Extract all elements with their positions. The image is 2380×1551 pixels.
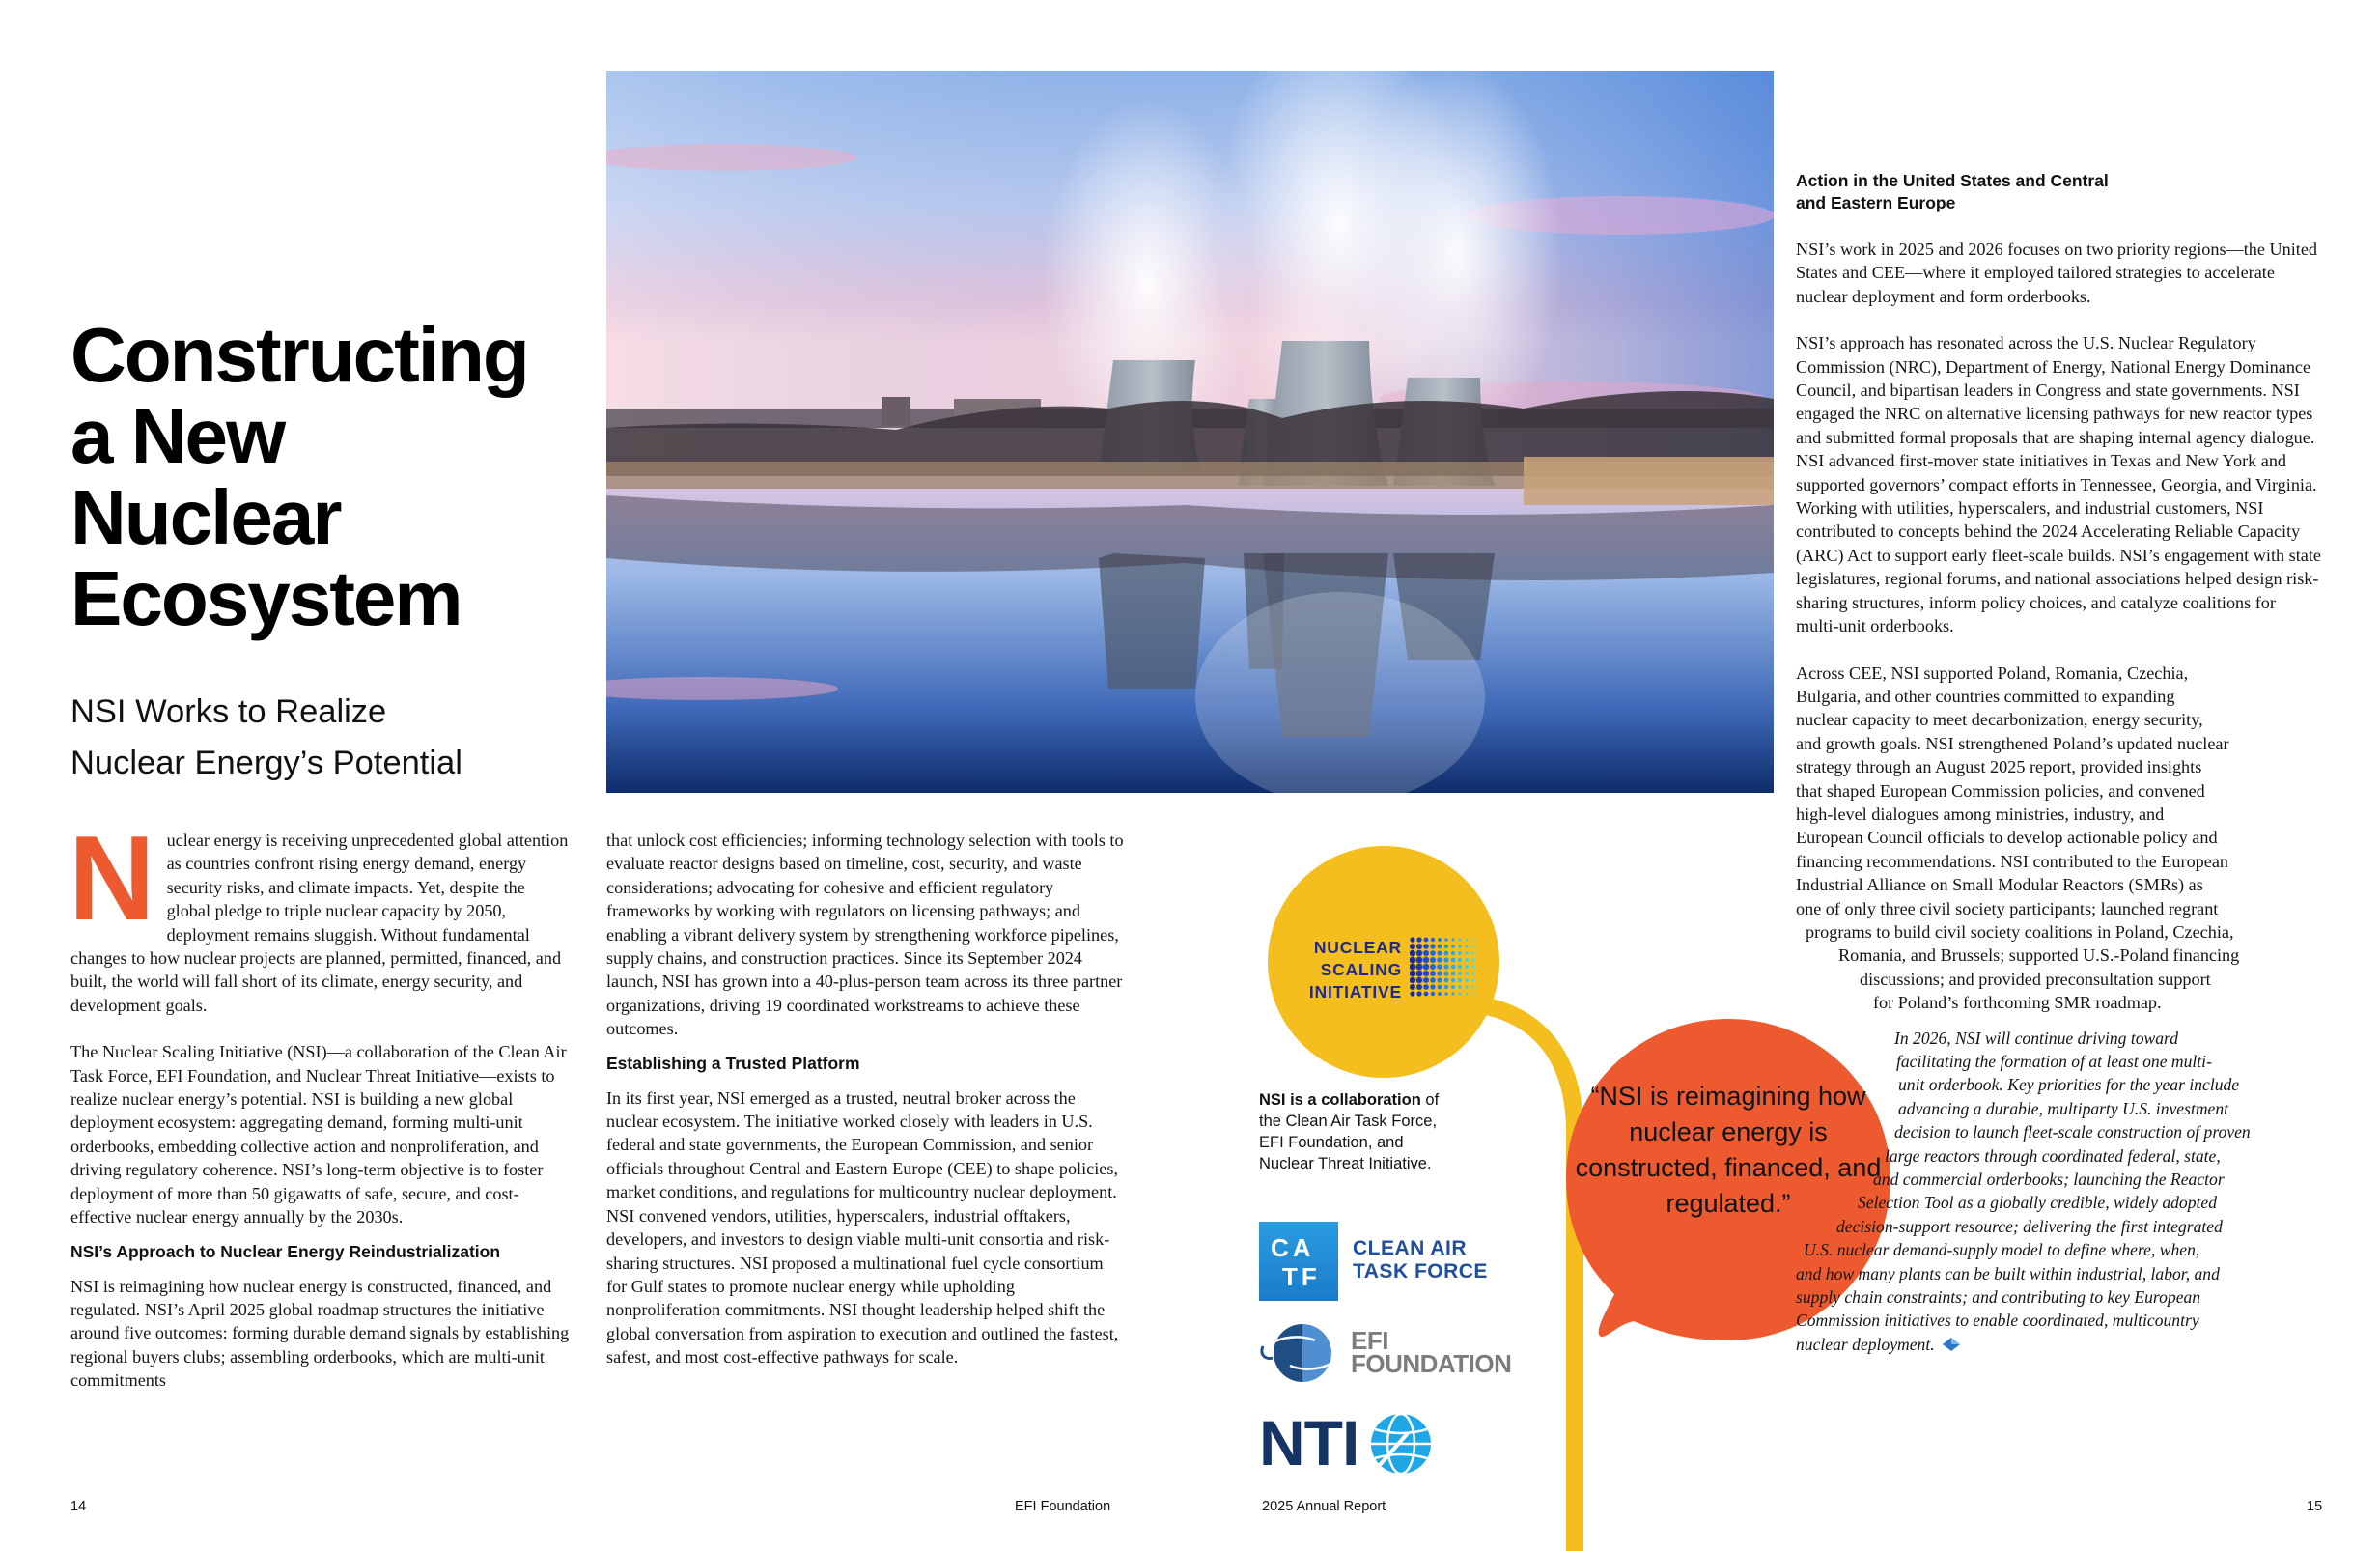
column-left: [69, 812, 573, 1393]
pull-quote: “NSI is reimagining how nuclear energy is constructed, financed, and regulated.”: [1575, 1082, 1882, 1218]
page-subtitle: NSI Works to Realize Nuclear Energy’s Potential: [70, 693, 462, 781]
trusted-platform-heading: Establishing a Trusted Platform: [606, 1053, 860, 1073]
efi-globe-icon: [1259, 1321, 1342, 1385]
nsi-intro-paragraph: The Nuclear Scaling Initiative (NSI)—a collaboration of the Clean Air Task Force, EFI Foundation, and Nuclear Threat Initiative—exists to realize nuclear energy’s potential. NSI is building a new global deployment ecosystem: aggregating demand, forming multi-unit orderbooks, embedding collective action and nonproliferation, and driving regulatory coherence. NSI’s long-term objective is to foster deployment of more than 50 gigawatts of safe, secure, and cost-effective nuclear energy annually by the 2030s.: [70, 1042, 567, 1227]
catf-mark-icon: CA TF: [1259, 1222, 1338, 1301]
page-title: Constructing a New Nuclear Ecosystem: [70, 312, 528, 641]
outlook-2026-paragraph: In 2026, NSI will continue driving toward facilitating the formation of at least one multi- unit orderbook. Key priorities for the year include advancing a durable, multiparty U.S. investment decision to launch fleet-scale construction of proven large reactors through coordinated federal, state, and commercial orderbooks; launching the Reactor Selection Tool as a globally credible, widely adopted decision-support resource; delivering the first integrated U.S. nuclear demand-supply model to define where, when, and how many plants can be built within industrial, labor, and supply chain constraints; and contributing to key European Commission initiatives to enable coordinated, multicountry nuclear deployment.: [1796, 1028, 2251, 1354]
photo-illustration: [606, 70, 1774, 793]
trusted-platform-paragraph: In its first year, NSI emerged as a trusted, neutral broker across the nuclear ecosystem. The initiative worked closely with leaders in U.S. federal and state governments, the European Commission, and senior officials throughout Central and Eastern Europe (CEE) to shape policies, market conditions, and regulations for multicountry nuclear deployment. NSI convened vendors, utilities, hyperscalers, industrial offtakers, developers, and investors to design viable multi-unit consortia and risk-sharing structures. NSI proposed a multinational fuel cycle consortium for Gulf states to promote nuclear energy while upholding nonproliferation commitments. NSI thought leadership helped shift the global conversation from aspiration to execution and outlined the fastest, safest, and most cost-effective pathways for scale.: [606, 1087, 1119, 1368]
efi-foundation-logo: EFI FOUNDATION: [1259, 1321, 1529, 1385]
us-engagement-paragraph: NSI’s approach has resonated across the U.S. Nuclear Regulatory Commission (NRC), Department of Energy, National Energy Dominance Council, and bipartisan leaders in Congress and state governments. NSI engaged the NRC on alternative licensing pathways for new reactor types and submitted formal proposals that are shaping internal agency dialogue. NSI advanced first-mover state initiatives in Texas and New York and supported governors’ compact efforts in Tennessee, Georgia, and Virginia. Working with utilities, hyperscalers, and industrial customers, NSI contributed to concepts behind the 2024 Accelerating Reliable Capacity (ARC) Act to support early fleet-scale builds. NSI’s engagement with state legislatures, regional forums, and national associations helped design risk-sharing structures, inform policy choices, and catalyze coalitions for multi-unit orderbooks.: [1796, 333, 2321, 636]
outcomes-paragraph: that unlock cost efficiencies; informing technology selection with tools to evaluate reactor designs based on timeline, cost, security, and waste considerations; advocating for cohesive and efficient regulatory frameworks by working with regulators on licensing pathways; and enabling a vibrant delivery system by strengthening workforce pipelines, supply chains, and construction practices. Since its September 2024 launch, NSI has grown into a 40-plus-person team across its three partner organizations, driving 19 coordinated workstreams to achieve these outcomes.: [606, 831, 1124, 1039]
efi-diamond-end-icon: [1943, 1338, 1960, 1351]
intro-paragraph: Nuclear energy is receiving unprecedented global attention as countries confront rising energy demand, energy security risks, and climate impacts. Yet, despite the global pledge to triple nuclear capacity by 2050, deployment remains sluggish. Without fundamental changes to how nuclear projects are planned, permitted, financed, and built, the world will fall short of its climate, energy security, and development goals.: [69, 812, 569, 1015]
priority-regions-paragraph: NSI’s work in 2025 and 2026 focuses on two priority regions—the United States and CEE—where it employed tailored strategies to accelerate nuclear deployment and form orderbooks.: [1796, 240, 2318, 306]
drop-cap: N: [69, 812, 155, 945]
page-number-left: 14: [70, 1499, 87, 1514]
approach-heading: NSI’s Approach to Nuclear Energy Reindustrialization: [70, 1241, 501, 1261]
footer-left-publisher: EFI Foundation: [1015, 1499, 1111, 1514]
column-middle: [606, 829, 1128, 1369]
footer-right-report: 2025 Annual Report: [1262, 1499, 1386, 1514]
catf-logo: CA TF CLEAN AIR TASK FORCE: [1259, 1222, 1510, 1301]
nti-logo: NTI: [1259, 1412, 1452, 1476]
nsi-logo: NUCLEAR SCALING INITIATIVE: [1294, 937, 1477, 1004]
cee-paragraph: Across CEE, NSI supported Poland, Romania, Czechia, Bulgaria, and other countries committed to expanding nuclear capacity to meet decarbonization, energy security, and growth goals. NSI strengthened Poland’s updated nuclear strategy through an August 2025 report, provided insights that shaped European Commission policies, and convened high-level dialogues among ministries, industry, and European Council officials to develop actionable policy and financing recommendations. NSI contributed to the European Industrial Alliance on Small Modular Reactors (SMRs) as one of only three civil society participants; launched regrant programs to build civil society coalitions in Poland, Czechia, Romania, and Brussels; supported U.S.-Poland financing discussions; and provided preconsultation support for Poland’s forthcoming SMR roadmap.: [1796, 663, 2240, 1013]
collaboration-note: NSI is a collaboration of the Clean Air Task Force, EFI Foundation, and Nuclear Threat Initiative.: [1259, 1091, 1440, 1172]
nti-globe-icon: [1369, 1412, 1433, 1476]
cooling-towers-photo: [606, 70, 1774, 793]
page-number-right: 15: [2307, 1499, 2323, 1514]
nsi-dot-grid-icon: [1410, 937, 1479, 1001]
action-heading: Action in the United States and Central and Eastern Europe: [1796, 171, 2109, 212]
approach-paragraph: NSI is reimagining how nuclear energy is constructed, financed, and regulated. NSI’s April 2025 global roadmap structures the initiative around five outcomes: forming durable demand signals by establishing regional buyers clubs; assembling orderbooks, which are multi-unit commitments: [70, 1276, 570, 1391]
